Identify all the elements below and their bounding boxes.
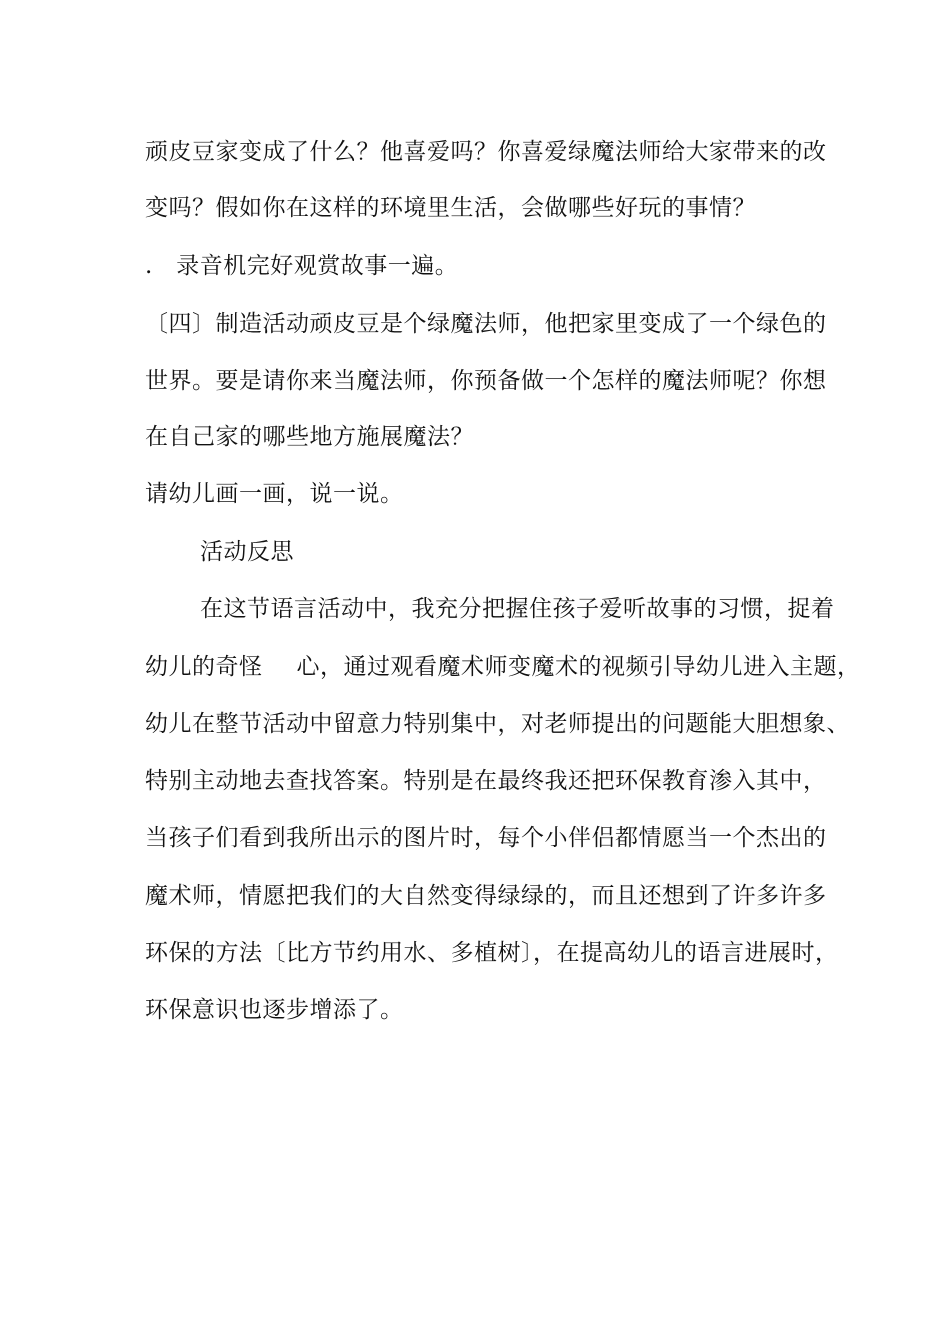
text-line: 环保的方法〔比方节约用水、多植树〕，在提高幼儿的语言进展时， bbox=[145, 940, 839, 966]
text-line: 幼儿在整节活动中留意力特别集中，对老师提出的问题能大胆想象、 bbox=[145, 711, 850, 737]
text-line: 请幼儿画一画，说一说。 bbox=[145, 481, 404, 507]
text-line: 变吗？假如你在这样的环境里生活，会做哪些好玩的事情？ bbox=[145, 195, 756, 221]
text-line: 〔四〕制造活动顽皮豆是个绿魔法师，他把家里变成了一个绿色的 bbox=[145, 311, 827, 337]
text-fragment: 心，通过观看魔术师变魔术的视频引导幼儿进入主题， bbox=[296, 654, 861, 680]
text-line: . 录音机完好观赏故事一遍。 bbox=[145, 253, 459, 279]
text-line bbox=[145, 652, 861, 682]
section-heading: 活动反思 bbox=[200, 539, 294, 565]
text-line: 当孩子们看到我所出示的图片时，每个小伴侣都情愿当一个杰出的 bbox=[145, 825, 827, 851]
text-line: 在自己家的哪些地方施展魔法？ bbox=[145, 424, 474, 450]
text-line: 顽皮豆家变成了什么？他喜爱吗？你喜爱绿魔法师给大家带来的改 bbox=[145, 139, 827, 165]
text-line: 魔术师，情愿把我们的大自然变得绿绿的，而且还想到了许多许多 bbox=[145, 883, 827, 909]
text-line: 环保意识也逐步增添了。 bbox=[145, 997, 404, 1023]
text-fragment: 幼儿的奇怪 bbox=[145, 654, 263, 680]
text-line: 世界。要是请你来当魔法师，你预备做一个怎样的魔法师呢？你想 bbox=[145, 368, 827, 394]
text-line: 在这节语言活动中，我充分把握住孩子爱听故事的习惯，捉着 bbox=[200, 596, 835, 622]
text-line: 特别主动地去查找答案。特别是在最终我还把环保教育渗入其中， bbox=[145, 768, 827, 794]
